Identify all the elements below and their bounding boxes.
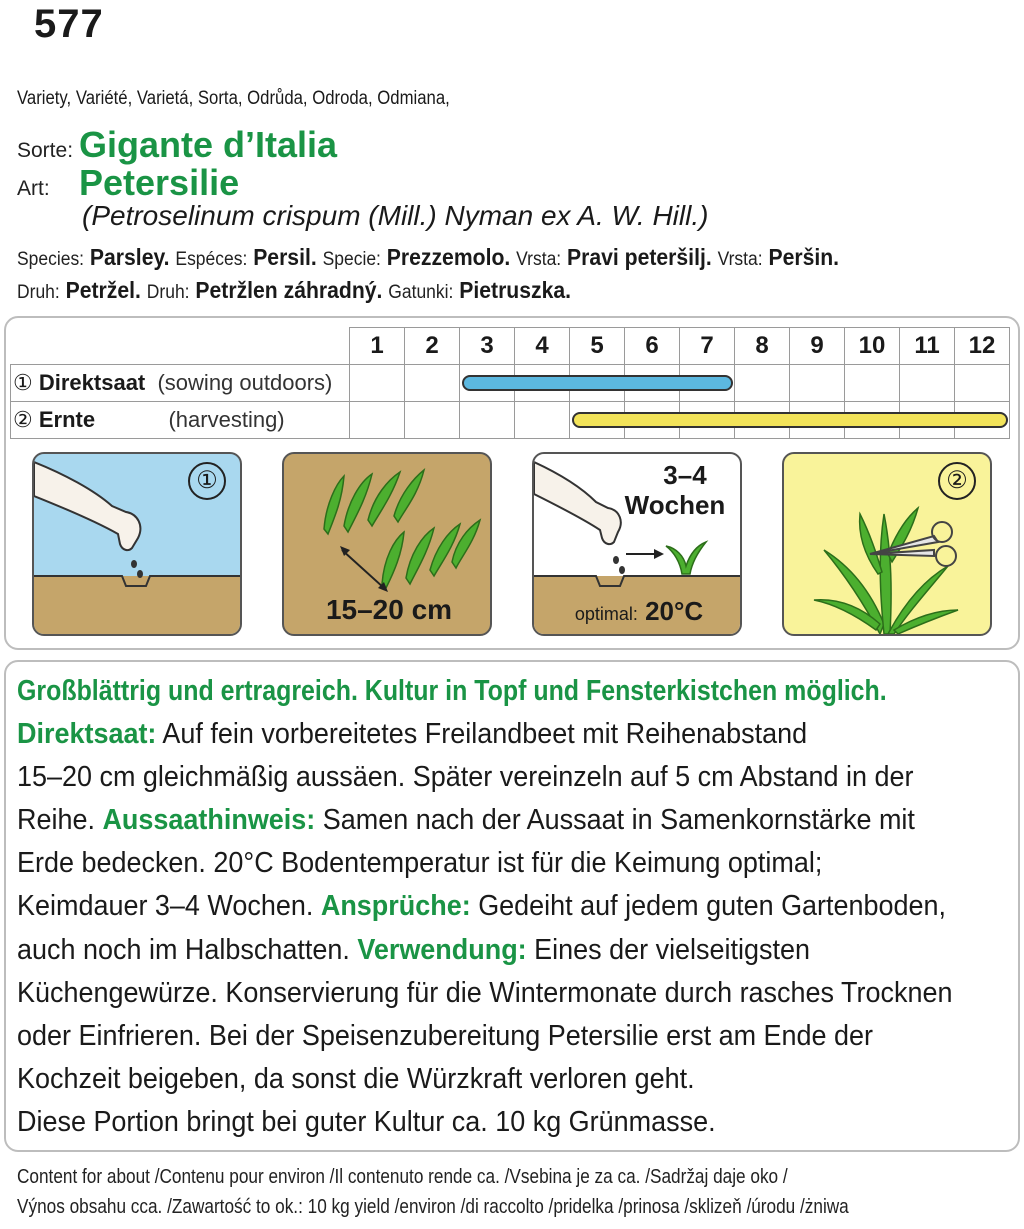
month-header-row bbox=[11, 328, 1010, 365]
harvest-period-bar bbox=[572, 412, 1008, 428]
month-label: 2 bbox=[405, 328, 460, 365]
species-value: Prezzemolo. bbox=[386, 244, 511, 270]
optimal-temperature: optimal: 20°C bbox=[574, 596, 704, 626]
species-value: Parsley. bbox=[89, 244, 170, 270]
sowing-illustration-panel bbox=[32, 452, 242, 636]
step-two-marker: ② bbox=[938, 462, 976, 500]
description-intro: Großblättrig und ertragreich. Kultur in Topf und Fensterkistchen möglich. bbox=[17, 675, 887, 707]
description-line: Diese Portion bringt bei guter Kultur ca. 10 kg Grünmasse. bbox=[17, 1105, 716, 1138]
variety-name-row bbox=[17, 124, 337, 166]
sowing-period-bar bbox=[462, 375, 733, 391]
species-value: Petržel. bbox=[65, 277, 141, 303]
description-line: Erde bedecken. 20°C Bodentemperatur ist für die Keimung optimal; bbox=[17, 847, 823, 880]
month-label: 6 bbox=[625, 328, 680, 365]
month-label: 12 bbox=[955, 328, 1010, 365]
row-spacing-label: 15–20 cm bbox=[325, 594, 453, 625]
description-line: Reihe. Aussaathinweis: Samen nach der Aussaat in Samenkornstärke mit bbox=[17, 804, 915, 837]
month-label: 1 bbox=[350, 328, 405, 365]
botanical-name: (Petroselinum crispum (Mill.) Nyman ex A. W. Hill.) bbox=[82, 200, 709, 231]
month-label: 4 bbox=[515, 328, 570, 365]
description-line: 15–20 cm gleichmäßig aussäen. Später vereinzeln auf 5 cm Abstand in der bbox=[17, 761, 914, 794]
species-translations-row-1 bbox=[17, 244, 839, 271]
description-line: auch noch im Halbschatten. Verwendung: Eines der vielseitigsten bbox=[17, 933, 810, 966]
content-yield-line-1: Content for about /Contenu pour environ /Il contenuto rende ca. /Vsebina je za ca. /Sadržaj daje oko / bbox=[17, 1166, 788, 1188]
variety-label-line: Variety, Variété, Varietá, Sorta, Odrůda, Odroda, Odmiana, bbox=[17, 88, 450, 109]
species-key: Druh: bbox=[17, 282, 60, 303]
sorte-label: Sorte: bbox=[17, 139, 74, 162]
germination-duration-number: 3–4 bbox=[663, 460, 707, 490]
sowing-row-label: ① Direktsaat (sowing outdoors) bbox=[11, 365, 350, 402]
germination-duration-unit: Wochen bbox=[624, 490, 726, 520]
species-key: Druh: bbox=[146, 282, 190, 303]
species-key: Specie: bbox=[322, 249, 381, 270]
species-key: Gatunki: bbox=[388, 282, 454, 303]
description-text bbox=[17, 670, 1012, 1144]
content-yield-line-2: Výnos obsahu cca. /Zawartość to ok.: 10 kg yield /environ /di raccolto /pridelka /prinosa /sklizeň /úrodu /żniwa bbox=[17, 1196, 849, 1218]
species-value: Peršin. bbox=[768, 244, 840, 270]
species-key: Species: bbox=[17, 249, 85, 270]
germination-illustration-panel bbox=[532, 452, 742, 636]
species-translations-row-2 bbox=[17, 277, 571, 304]
month-label: 7 bbox=[680, 328, 735, 365]
description-line: Kochzeit beigeben, da sonst die Würzkraft verloren geht. bbox=[17, 1062, 695, 1095]
month-label: 9 bbox=[790, 328, 845, 365]
species-value: Persil. bbox=[253, 244, 317, 270]
description-line: Direktsaat: Auf fein vorbereitetes Freilandbeet mit Reihenabstand bbox=[17, 718, 808, 751]
description-line: Küchengewürze. Konservierung für die Wintermonate durch rasches Trocknen bbox=[17, 976, 953, 1009]
spacing-illustration-panel bbox=[282, 452, 492, 636]
species-key: Vrsta: bbox=[516, 249, 562, 270]
species-value: Petržlen záhradný. bbox=[195, 277, 383, 303]
description-line: Keimdauer 3–4 Wochen. Ansprüche: Gedeiht auf jedem guten Gartenboden, bbox=[17, 890, 947, 923]
month-label: 5 bbox=[570, 328, 625, 365]
species-key: Vrsta: bbox=[717, 249, 763, 270]
art-label: Art: bbox=[17, 177, 50, 200]
species-name: Petersilie bbox=[79, 162, 240, 203]
packet-number: 577 bbox=[34, 2, 104, 46]
step-one-marker: ① bbox=[188, 462, 226, 500]
harvest-illustration-panel bbox=[782, 452, 992, 636]
species-key: Espéces: bbox=[175, 249, 248, 270]
month-label: 8 bbox=[735, 328, 790, 365]
species-value: Pravi peteršilj. bbox=[567, 244, 712, 270]
variety-name: Gigante d’Italia bbox=[79, 124, 338, 165]
species-value: Pietruszka. bbox=[459, 277, 571, 303]
species-name-row bbox=[17, 162, 239, 204]
month-label: 11 bbox=[900, 328, 955, 365]
description-line: oder Einfrieren. Bei der Speisenzubereitung Petersilie erst am Ende der bbox=[17, 1019, 874, 1052]
harvest-row-label: ② Ernte (harvesting) bbox=[11, 402, 350, 439]
month-label: 10 bbox=[845, 328, 900, 365]
month-label: 3 bbox=[460, 328, 515, 365]
